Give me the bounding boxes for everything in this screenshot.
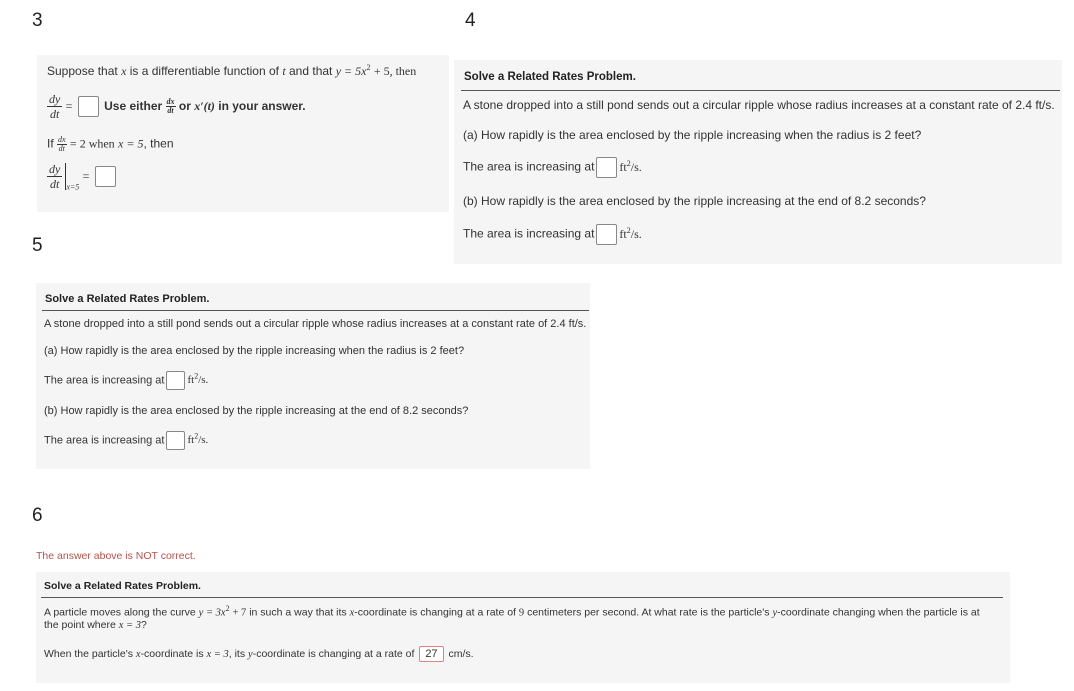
q5-heading-rule bbox=[42, 310, 589, 311]
q4-part-b: (b) How rapidly is the area enclosed by the ripple increasing at the end of 8.2 seconds? bbox=[463, 194, 926, 208]
q5-part-b: (b) How rapidly is the area enclosed by the ripple increasing at the end of 8.2 seconds? bbox=[44, 405, 469, 417]
dy-dt-fraction: $\frac{dy}{dt}$ bbox=[49, 92, 61, 121]
q5-part-a: (a) How rapidly is the area enclosed by the ripple increasing when the radius is 2 feet? bbox=[44, 345, 465, 357]
q3-evaluate-row: $\frac{dy}{dt}$ $_{x=5}$ = bbox=[47, 163, 118, 192]
q3-answer-input-1[interactable] bbox=[78, 96, 99, 117]
q4-heading: Solve a Related Rates Problem. bbox=[464, 71, 636, 83]
question-number-5: 5 bbox=[32, 235, 43, 256]
q4-answer-a-row: The area is increasing at $ft^2/s$. bbox=[463, 157, 642, 178]
q5-answer-a-row: The area is increasing at $ft^2/s$. bbox=[44, 371, 208, 390]
q5-answer-input-a[interactable] bbox=[166, 371, 185, 390]
q3-condition: If $\frac{dx}{dt}$ = 2 when x = 5, then bbox=[47, 135, 174, 153]
q6-heading: Solve a Related Rates Problem. bbox=[44, 580, 201, 592]
q4-answer-input-b[interactable] bbox=[596, 224, 617, 245]
q5-answer-input-b[interactable] bbox=[166, 431, 185, 450]
q6-answer-input[interactable]: 27 bbox=[419, 646, 443, 662]
q4-answer-input-a[interactable] bbox=[596, 157, 617, 178]
q5-problem: A stone dropped into a still pond sends out a circular ripple whose radius increases at a constant rate of 2.4 ft/s. bbox=[44, 318, 587, 330]
q4-answer-b-row: The area is increasing at $ft^2/s$. bbox=[463, 224, 642, 245]
q3-answer-input-2[interactable] bbox=[95, 166, 116, 187]
q6-answer-row: When the particle's x-coordinate is x = 3, its y-coordinate is changing at a rate of 27 cm/s. bbox=[44, 647, 474, 660]
q4-part-a: (a) How rapidly is the area enclosed by the ripple increasing when the radius is 2 feet? bbox=[463, 128, 922, 142]
q5-answer-b-row: The area is increasing at $ft^2/s$. bbox=[44, 431, 208, 450]
dx-dt-fraction: $\frac{dx}{dt}$ bbox=[166, 97, 175, 115]
q3-intro: Suppose that x is a differentiable function of t and that $y = 5x^2 + 5$, then bbox=[47, 63, 417, 78]
q6-heading-rule bbox=[41, 597, 1003, 598]
q6-problem-line-1: A particle moves along the curve $y = 3x^2 + 7$ in such a way that its x-coordinate is changing at a rate of 9 centimeters per second. At what rate is the particle's y-coordinate changing when the particle is at bbox=[44, 604, 980, 619]
dx-dt-fraction-small: $\frac{dx}{dt}$ bbox=[58, 135, 66, 153]
question-number-3: 3 bbox=[32, 10, 43, 31]
q4-heading-rule bbox=[461, 90, 1060, 91]
q4-problem: A stone dropped into a still pond sends out a circular ripple whose radius increases at a constant rate of 2.4 ft/s. bbox=[463, 98, 1055, 112]
question-number-6: 6 bbox=[32, 505, 43, 526]
q3-derivative-row: $\frac{dy}{dt}$ = Use either $\frac{dx}{dt}$ or x′(t) in your answer. bbox=[49, 92, 306, 121]
question-number-4: 4 bbox=[465, 10, 476, 31]
q6-feedback-message: The answer above is NOT correct. bbox=[36, 550, 196, 562]
dy-dt-evaluated: $\frac{dy}{dt}$ bbox=[47, 163, 66, 190]
q6-problem-line-2: the point where x = 3? bbox=[44, 619, 147, 631]
q5-heading: Solve a Related Rates Problem. bbox=[45, 293, 210, 305]
